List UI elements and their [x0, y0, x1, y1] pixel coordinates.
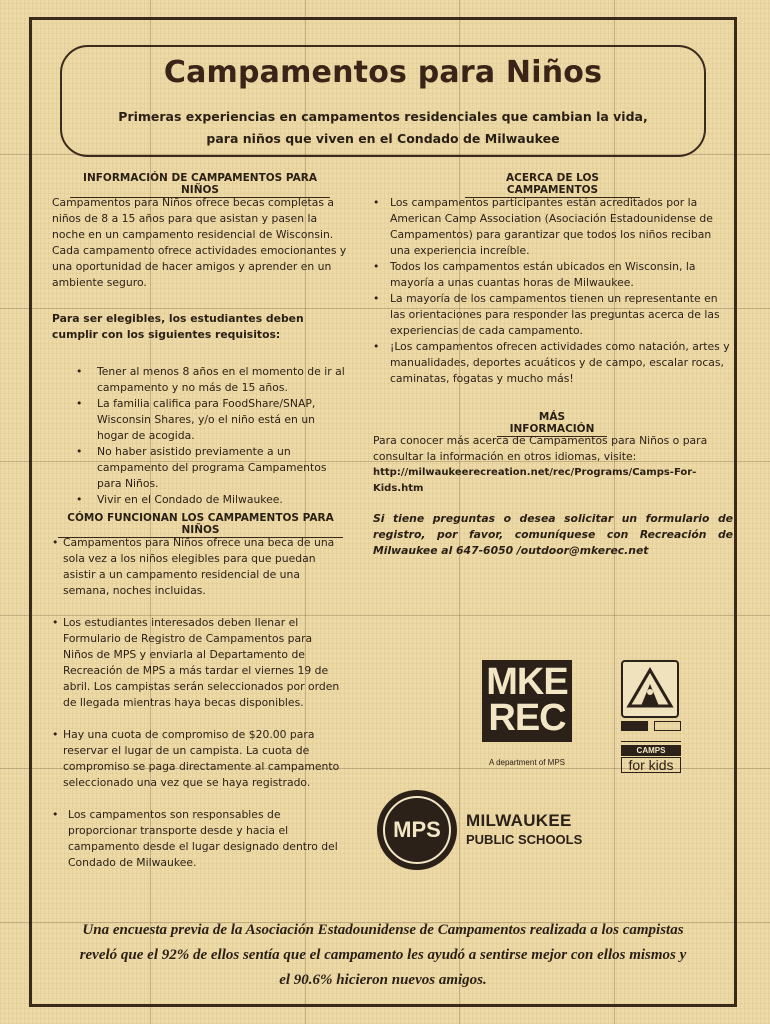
list-item: • Hay una cuota de compromiso de $20.00 para reservar el lugar de un campista. La cuota de compromiso se paga directamente al campamento seleccionado una vez que se haya registrado. — [52, 727, 344, 791]
requirements-list — [52, 364, 347, 508]
list-item: • Los campamentos son responsables de proporcionar transporte desde y hacia el campamento desde el lugar designado dentro del Condado de Milwaukee. — [52, 807, 344, 871]
list-item: • Campamentos para Niños ofrece una beca de una sola vez a los niños elegibles para que puedan asistir a un campamento residencial de una semana, noches incluidas. — [52, 535, 344, 599]
list-item: • Los estudiantes interesados deben llenar el Formulario de Registro de Campamentos para Niños de MPS y enviarla al Departamento de Recreación de MPS a más tardar el viernes 19 de abril. Los campistas serán seleccionados por orden de llegada mientras haya becas disponibles. — [52, 615, 344, 711]
mps-name-line1: MILWAUKEE — [466, 811, 572, 830]
subtitle-line-1: Primeras experiencias en campamentos residenciales que cambian la vida, — [118, 109, 648, 124]
tent-icon — [623, 662, 677, 716]
mps-logo — [377, 790, 457, 870]
more-heading: MÁS INFORMACIÓN — [497, 411, 607, 437]
program-url[interactable]: http://milwaukeerecreation.net/rec/Programs/Camps-For-Kids.htm — [373, 467, 697, 494]
list-item: • ¡Los campamentos ofrecen actividades como natación, artes y manualidades, deportes acuáticos y de campo, escalar rocas, caminatas, fogatas y mucho más! — [373, 339, 733, 387]
contact-text: Si tiene preguntas o desea solicitar un formulario de registro, por favor, comuníquese con Recreación de Milwaukee al 647-6050 /outdoor@mkerec.net — [373, 512, 733, 557]
mps-name — [466, 811, 582, 849]
page-subtitle — [90, 106, 676, 150]
mkerec-logo-line1: MKE — [486, 661, 568, 703]
more-paragraph: Para conocer más acerca de Campamentos para Niños o para consultar la información en otros idiomas, visite: — [373, 434, 708, 463]
how-heading: CÓMO FUNCIONAN LOS CAMPAMENTOS PARA NIÑOS — [58, 512, 343, 538]
about-heading: ACERCA DE LOS CAMPAMENTOS — [465, 172, 640, 198]
about-section — [373, 195, 733, 387]
mkerec-logo-line2: REC — [488, 697, 566, 739]
list-item: • La mayoría de los campamentos tienen un representante en las orientaciones para responder las preguntas acerca de las experiencias de cada campamento. — [373, 291, 733, 339]
camps-badge: CAMPS — [621, 745, 681, 756]
how-section — [52, 535, 344, 887]
sponsor-strip — [621, 733, 681, 742]
subtitle-line-2: para niños que viven en el Condado de Milwaukee — [206, 131, 560, 146]
sponsor-badge-left — [621, 721, 648, 731]
mps-mark: MPS — [393, 817, 441, 842]
about-list — [373, 195, 733, 387]
list-item: • Vivir en el Condado de Milwaukee. — [52, 492, 347, 508]
survey-quote-line1: Una encuesta previa de la Asociación Estadounidense de Campamentos realizada a los campistas — [82, 922, 684, 938]
how-list — [52, 535, 344, 871]
page-title: Campamentos para Niños — [163, 55, 603, 90]
survey-quote-line3: el 90.6% hicieron nuevos amigos. — [279, 972, 487, 988]
info-section — [52, 195, 347, 508]
survey-quote-line2: reveló que el 92% de ellos sentía que el campamento les ayudó a sentirse mejor con ellos mismos y — [79, 947, 687, 963]
list-item: • Los campamentos participantes están acreditados por la American Camp Association (Asociación Estadounidense de Campamentos) para garantizar que todos los niños reciban una experiencia increíble. — [373, 195, 733, 259]
info-heading: INFORMACIÓN DE CAMPAMENTOS PARA NIÑOS — [70, 172, 330, 198]
list-item: • La familia califica para FoodShare/SNAP, Wisconsin Shares, y/o el niño está en un hogar de acogida. — [52, 396, 347, 444]
eligibility-lead: Para ser elegibles, los estudiantes deben cumplir con los siguientes requisitos: — [52, 312, 304, 341]
mkerec-tagline: A department of MPS — [488, 758, 566, 767]
list-item: • Tener al menos 8 años en el momento de ir al campamento y no más de 15 años. — [52, 364, 347, 396]
camps-for-kids-text: for kids — [621, 757, 681, 773]
camps-for-kids-logo — [621, 660, 681, 773]
mkerec-logo — [482, 660, 572, 770]
list-item: • Todos los campamentos están ubicados en Wisconsin, la mayoría a unas cuantas horas de Milwaukee. — [373, 259, 733, 291]
sponsor-badge-right — [654, 721, 681, 731]
survey-quote — [60, 918, 706, 993]
mps-name-line2: PUBLIC SCHOOLS — [466, 832, 583, 847]
list-item: • No haber asistido previamente a un campamento del programa Campamentos para Niños. — [52, 444, 347, 492]
info-paragraph: Campamentos para Niños ofrece becas completas a niños de 8 a 15 años para que asistan y pasen la noche en un campamento residencial de Wisconsin. Cada campamento ofrece actividades emocionantes y una oportunidad de hacer amigos y aprender en un ambiente seguro. — [52, 196, 347, 289]
more-section — [373, 433, 733, 559]
